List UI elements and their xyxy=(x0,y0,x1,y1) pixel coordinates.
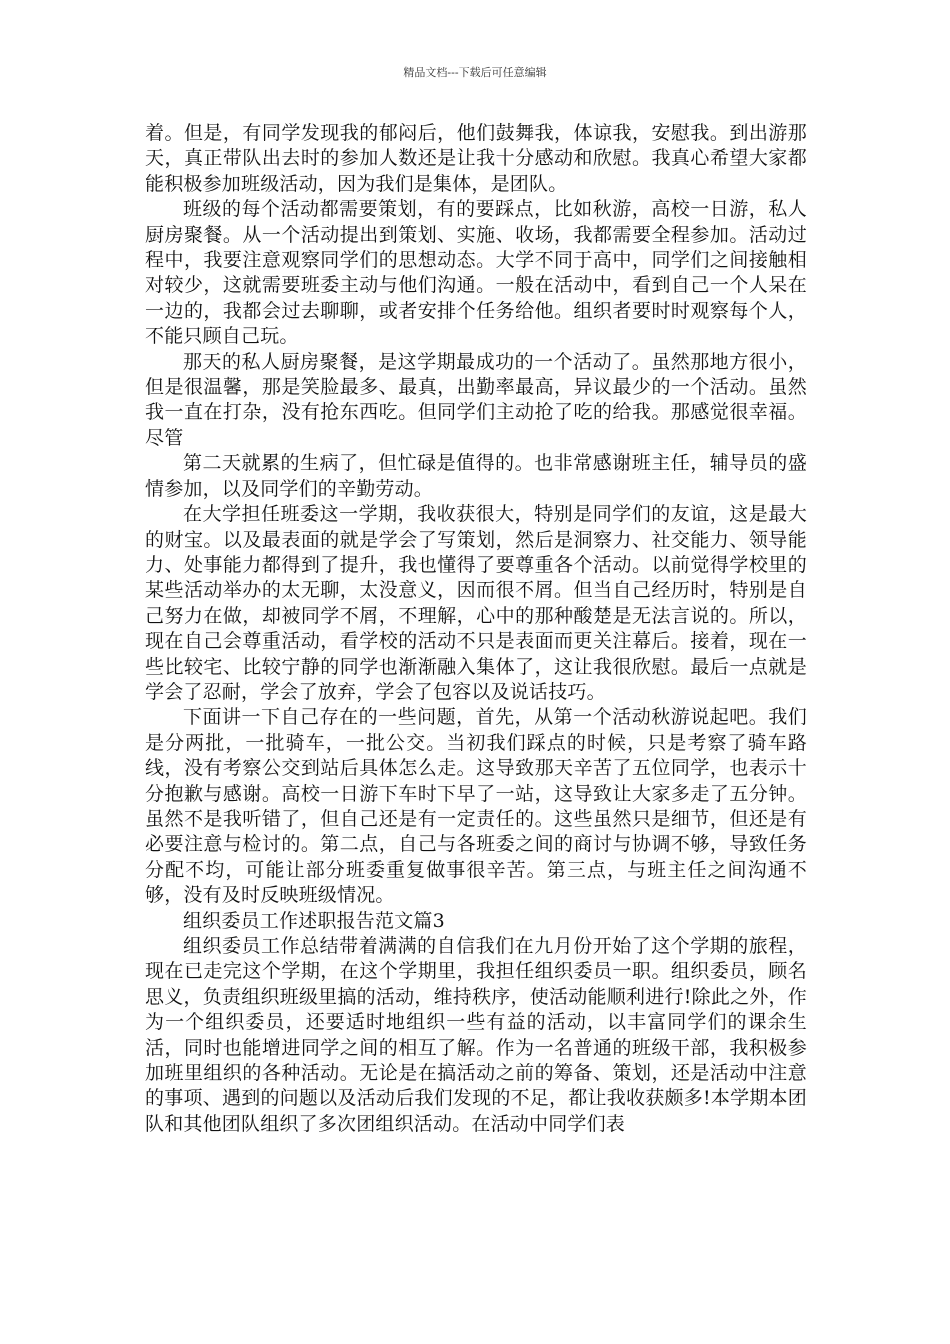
page-header: 精品文档---下载后可任意编辑 xyxy=(403,66,547,79)
paragraph: 组织委员工作总结带着满满的自信我们在九月份开始了这个学期的旅程，现在已走完这个学期，在这个学期里，我担任组织委员一职。组织委员，顾名思义，负责组织班级里搞的活动，维持秩序，使活动能顺利进行!除此之外，作为一个组织委员，还要适时地组织一些有益的活动，以丰富同学们的课余生活，同时也能增进同学之间的相互了解。作为一名普通的班级干部，我积极参加班里组织的各种活动。无论是在搞活动之前的筹备、策划，还是活动中注意的事项、遇到的问题以及活动后我们发现的不足，都让我收获颇多!本学期本团队和其他团队组织了多次团组织活动。在活动中同学们表 xyxy=(145,935,807,1135)
section-heading: 组织委员工作述职报告范文篇3 xyxy=(183,909,445,932)
document-body xyxy=(145,121,807,1137)
paragraph: 班级的每个活动都需要策划，有的要踩点，比如秋游，高校一日游，私人厨房聚餐。从一个活动提出到策划、实施、收场，我都需要全程参加。活动过程中，我要注意观察同学们的思想动态。大学不同于高中，同学们之间接触相对较少，这就需要班委主动与他们沟通。一般在活动中，看到自己一个人呆在一边的，我都会过去聊聊，或者安排个任务给他。组织者要时时观察每个人，不能只顾自己玩。 xyxy=(145,198,807,348)
paragraph: 那天的私人厨房聚餐，是这学期最成功的一个活动了。虽然那地方很小，但是很温馨，那是笑脸最多、最真，出勤率最高，异议最少的一个活动。虽然我一直在打杂，没有抢东西吃。但同学们主动抢了吃的给我。那感觉很幸福。尽管 xyxy=(145,350,807,449)
paragraph: 下面讲一下自己存在的一些问题，首先，从第一个活动秋游说起吧。我们是分两批，一批骑车，一批公交。当初我们踩点的时候，只是考察了骑车路线，没有考察公交到站后具体怎么走。这导致那天辛苦了五位同学，也表示十分抱歉与感谢。高校一日游下车时下早了一站，这导致让大家多走了五分钟。虽然不是我听错了，但自己还是有一定责任的。这些虽然只是细节，但还是有必要注意与检讨的。第二点，自己与各班委之间的商讨与协调不够，导致任务分配不均，可能让部分班委重复做事很辛苦。第三点，与班主任之间沟通不够，没有及时反映班级情况。 xyxy=(145,706,807,907)
paragraph: 第二天就累的生病了，但忙碌是值得的。也非常感谢班主任，辅导员的盛情参加，以及同学们的辛勤劳动。 xyxy=(145,452,807,500)
paragraph: 着。但是，有同学发现我的郁闷后，他们鼓舞我，体谅我，安慰我。到出游那天，真正带队出去时的参加人数还是让我十分感动和欣慰。我真心希望大家都能积极参加班级活动，因为我们是集体，是团队。 xyxy=(145,122,807,195)
paragraph: 在大学担任班委这一学期，我收获很大，特别是同学们的友谊，这是最大的财宝。以及最表面的就是学会了写策划，然后是洞察力、社交能力、领导能力、处事能力都得到了提升，我也懂得了要尊重各个活动。以前觉得学校里的某些活动举办的太无聊，太没意义，因而很不屑。但当自己经历时，特别是自己努力在做，却被同学不屑，不理解，心中的那种酸楚是无法言说的。所以，现在自己会尊重活动，看学校的活动不只是表面而更关注幕后。接着，现在一些比较宅、比较宁静的同学也渐渐融入集体了，这让我很欣慰。最后一点就是学会了忍耐，学会了放弃，学会了包容以及说话技巧。 xyxy=(145,503,807,703)
